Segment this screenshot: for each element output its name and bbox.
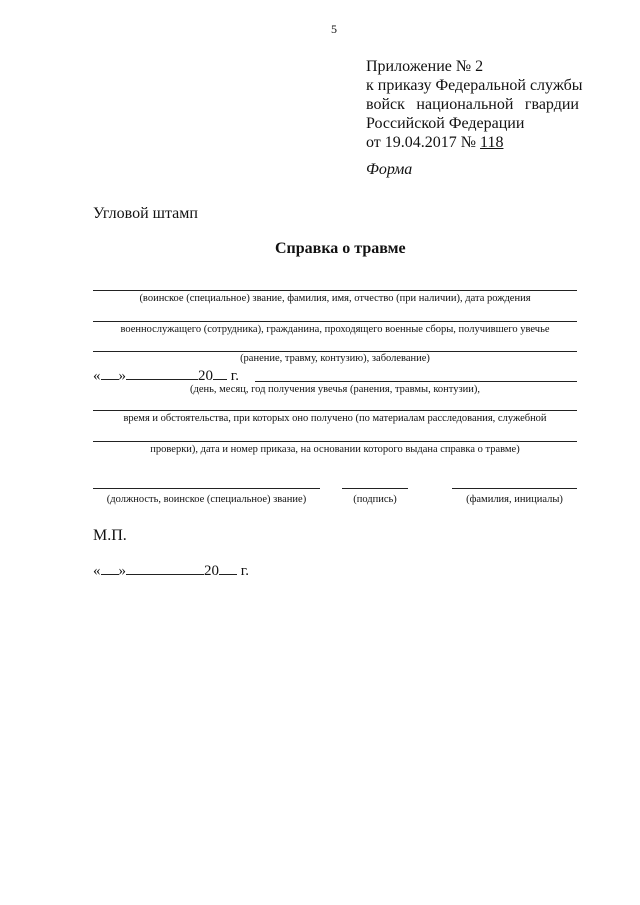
caption-order-details: проверки), дата и номер приказа, на основании которого выдана справка о травме) (150, 444, 520, 455)
bottom-date-close-quote: » (118, 563, 126, 579)
caption-rank-name-birthdate: (воинское (специальное) звание, фамилия, имя, отчество (при наличии), дата рождения (139, 293, 531, 304)
appendix-line-3-word-2: национальной (416, 96, 514, 113)
issue-date-row (93, 561, 249, 580)
signature-line[interactable] (342, 488, 408, 489)
field-line-2[interactable] (93, 321, 577, 322)
caption-serviceman-injured: военнослужащего (сотрудника), гражданина, проходящего военные сборы, получившего увечье (120, 324, 550, 335)
bottom-day-blank[interactable] (101, 561, 119, 575)
month-blank[interactable] (126, 366, 198, 380)
caption-circumstances: время и обстоятельства, при которых оно получено (по материалам расследования, служебной (123, 413, 547, 424)
date-year-suffix: г. (230, 368, 239, 384)
year-blank[interactable] (213, 366, 227, 380)
appendix-line-2: к приказу Федеральной службы (366, 77, 583, 94)
appendix-line-5 (366, 133, 503, 152)
caption-name-initials: (фамилия, инициалы) (466, 494, 563, 505)
field-line-1[interactable] (93, 290, 577, 291)
name-line[interactable] (452, 488, 577, 489)
bottom-date-year-prefix: 20 (204, 563, 219, 579)
appendix-line-3 (366, 95, 579, 114)
day-blank[interactable] (101, 366, 119, 380)
bottom-year-blank[interactable] (219, 561, 237, 575)
appendix-line-4: Российской Федерации (366, 115, 525, 132)
corner-stamp-label: Угловой штамп (93, 205, 198, 222)
caption-injury-date: (день, месяц, год получения увечья (ранения, травмы, контузии), (190, 384, 480, 395)
caption-signature: (подпись) (353, 494, 397, 505)
bottom-month-blank[interactable] (126, 561, 204, 575)
appendix-date-prefix: от 19.04.2017 № (366, 134, 477, 151)
date-close-quote: » (118, 368, 126, 384)
order-number: 118 (480, 134, 504, 151)
field-line-5[interactable] (93, 410, 577, 411)
bottom-date-year-suffix: г. (240, 563, 249, 579)
field-line-3[interactable] (93, 351, 577, 352)
document-title: Справка о травме (275, 240, 406, 257)
date-open-quote: « (93, 368, 101, 384)
field-line-6[interactable] (93, 441, 577, 442)
caption-injury-type: (ранение, травму, контузию), заболевание) (240, 353, 430, 364)
caption-position: (должность, воинское (специальное) звание) (106, 494, 307, 505)
position-line[interactable] (93, 488, 320, 489)
date-year-prefix: 20 (198, 368, 213, 384)
appendix-line-3-word-1: войск (366, 96, 405, 113)
field-line-circumstances-start[interactable] (255, 381, 577, 382)
seal-label: М.П. (93, 527, 127, 544)
form-label: Форма (366, 161, 413, 178)
injury-date-row (93, 366, 577, 385)
appendix-line-1: Приложение № 2 (366, 58, 484, 75)
page-number: 5 (331, 22, 337, 36)
appendix-line-3-word-3: гвардии (524, 96, 579, 113)
bottom-date-open-quote: « (93, 563, 101, 579)
